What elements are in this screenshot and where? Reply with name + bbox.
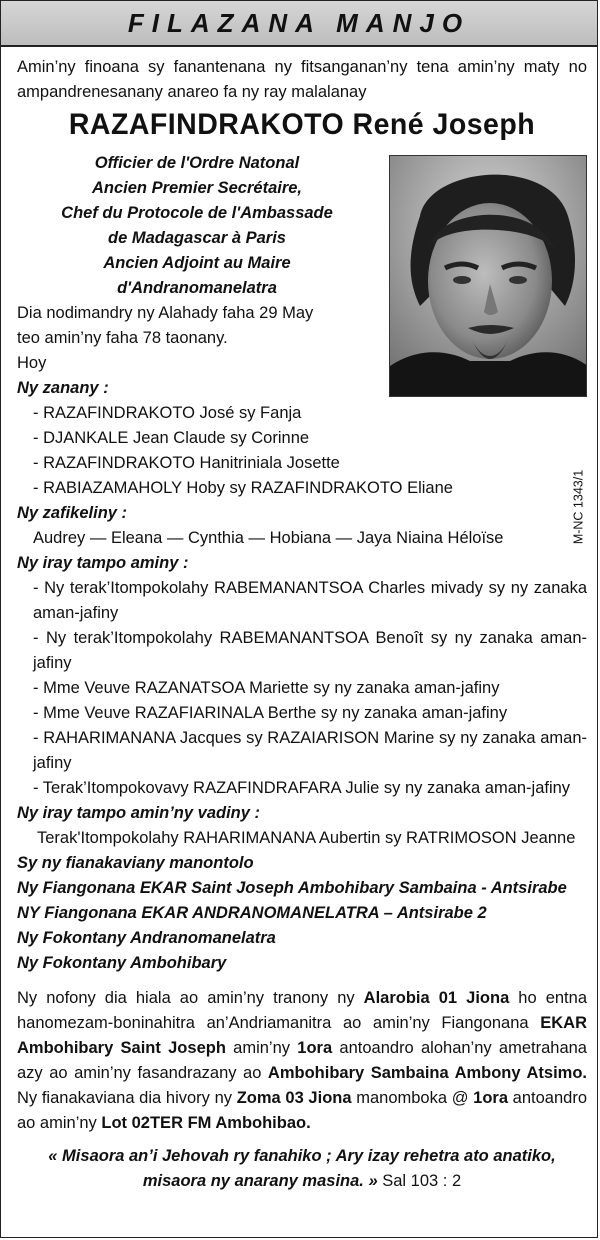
- others-item: Ny Fokontany Ambohibary: [17, 954, 227, 972]
- intro-text: Amin’ny finoana sy fanantenana ny fitsanganan’ny tena amin’ny maty no ampandrenesanany anareo fa ny ray malalanay: [17, 58, 587, 101]
- others-item: Ny Fiangonana EKAR Saint Joseph Ambohibary Sambaina - Antsirabe: [17, 879, 567, 897]
- gathering-place: Lot 02TER FM Ambohibao.: [101, 1114, 311, 1132]
- title-line: de Madagascar à Paris: [108, 229, 286, 247]
- death-notice-line: teo amin’ny faha 78 taonany.: [17, 329, 228, 347]
- title-line: Ancien Premier Secrétaire,: [91, 179, 303, 197]
- spouse-relatives-text: Terak'Itompokolahy RAHARIMANANA Aubertin sy RATRIMOSON Jeanne: [37, 829, 576, 847]
- death-notice-line: Hoy: [17, 354, 47, 372]
- grandchildren-heading: Ny zafikeliny :: [17, 504, 128, 522]
- gathering-date: Zoma 03 Jiona: [236, 1089, 352, 1107]
- ceremony-text: manomboka @: [351, 1089, 474, 1107]
- others-list: [17, 851, 587, 976]
- titles-block: [17, 151, 377, 301]
- ref-code-text: M-NC 1343/1: [571, 469, 586, 545]
- ceremony-text: Ny nofony dia hiala ao amin’ny tranony ny: [17, 989, 364, 1007]
- title-line: Officier de l'Ordre Natonal: [94, 154, 300, 172]
- list-item: - RAZAFINDRAKOTO José sy Fanja: [33, 404, 302, 422]
- relatives-heading: Ny iray tampo aminy :: [17, 554, 189, 572]
- children-list: [17, 401, 587, 501]
- title-line: Chef du Protocole de l'Ambassade: [61, 204, 333, 222]
- burial-place: Ambohibary Sambaina Ambony Atsimo.: [267, 1064, 587, 1082]
- list-item: - RAZAFINDRAKOTO Hanitriniala Josette: [33, 454, 340, 472]
- quote-ref: Sal 103 : 2: [377, 1172, 462, 1190]
- list-item: - RABIAZAMAHOLY Hoby sy RAZAFINDRAKOTO Eliane: [33, 479, 453, 497]
- quote-text: « Misaora an’i Jehovah ry fanahiko ; Ary izay rehetra ato anatiko, misaora ny anarany masina. »: [48, 1147, 556, 1190]
- ceremony-text: amin’ny: [225, 1039, 298, 1057]
- list-item: - Mme Veuve RAZANATSOA Mariette sy ny zanaka aman-jafiny: [33, 679, 500, 697]
- title-line: d'Andranomanelatra: [117, 279, 277, 297]
- list-item: - Terak’Itompokovavy RAZAFINDRAFARA Julie sy ny zanaka aman-jafiny: [33, 779, 571, 797]
- ceremony-text: ho entna hanomezam-boninahitra an’Andriamanitra ao amin’ny Fiangonana: [17, 989, 587, 1032]
- ceremony-text: antoandro alohan’ny ametrahana azy ao amin’ny fasandrazany ao: [17, 1039, 587, 1082]
- deceased-name: RAZAFINDRAKOTO René Joseph: [68, 108, 536, 141]
- spouse-relatives-heading: Ny iray tampo amin’ny vadiny :: [17, 804, 260, 822]
- ceremony-date: Alarobia 01 Jiona: [363, 989, 510, 1007]
- grandchildren-text: Audrey — Eleana — Cynthia — Hobiana — Jaya Niaina Héloïse: [33, 529, 504, 547]
- ceremony-paragraph: [17, 986, 587, 1136]
- header-banner: [1, 1, 597, 47]
- death-notice-line: Dia nodimandry ny Alahady faha 29 May: [17, 304, 314, 322]
- ref-code: [569, 447, 589, 567]
- portrait-image: [390, 156, 587, 397]
- bible-quote: [17, 1144, 587, 1194]
- gathering-time: 1ora: [473, 1089, 508, 1107]
- notice-content: [1, 47, 597, 1194]
- list-item: - RAHARIMANANA Jacques sy RAZAIARISON Marine sy ny zanaka aman-jafiny: [33, 729, 587, 772]
- others-item: Ny Fokontany Andranomanelatra: [17, 929, 276, 947]
- children-heading: Ny zanany :: [17, 379, 109, 397]
- list-item: - Ny terak’Itompokolahy RABEMANANTSOA Benoît sy ny zanaka aman-jafiny: [33, 629, 587, 672]
- others-item: Sy ny fianakaviany manontolo: [17, 854, 254, 872]
- header-title: FILAZANA MANJO: [127, 7, 471, 38]
- portrait-photo: [389, 155, 587, 397]
- ceremony-text: antoandro ao amin’ny: [17, 1089, 587, 1132]
- list-item: - Ny terak’Itompokolahy RABEMANANTSOA Charles mivady sy ny zanaka aman-jafiny: [33, 579, 587, 622]
- title-line: Ancien Adjoint au Maire: [103, 254, 291, 272]
- others-item: NY Fiangonana EKAR ANDRANOMANELATRA – Antsirabe 2: [17, 904, 487, 922]
- list-item: - Mme Veuve RAZAFIARINALA Berthe sy ny zanaka aman-jafiny: [33, 704, 508, 722]
- list-item: - DJANKALE Jean Claude sy Corinne: [33, 429, 310, 447]
- relatives-list: [17, 576, 587, 801]
- ceremony-time: 1ora: [297, 1039, 333, 1057]
- ceremony-church: EKAR Ambohibary Saint Joseph: [17, 1014, 587, 1057]
- ceremony-text: Ny fianakaviana dia hivory ny: [17, 1089, 237, 1107]
